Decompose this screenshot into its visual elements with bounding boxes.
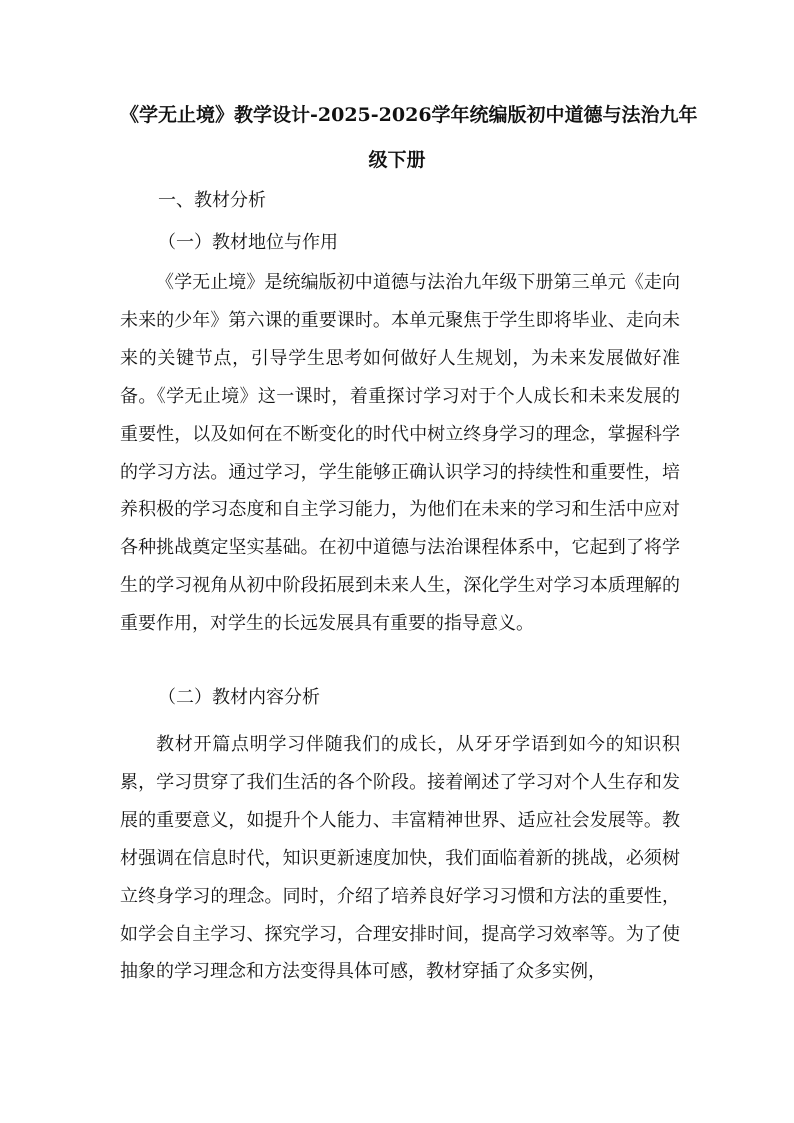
paragraph-status-and-role: 《学无止境》是统编版初中道德与法治九年级下册第三单元《走向未来的少年》第六课的重要课时。本单元聚焦于学生即将毕业、走向未来的关键节点，引导学生思考如何做好人生规划，为未来发展做好准备。《学无止境》这一课时，着重探讨学习对于个人成长和未来发展的重要性，以及如何在不断变化的时代中树立终身学习的理念，掌握科学的学习方法。通过学习，学生能够正确认识学习的持续性和重要性，培养积极的学习态度和自主学习能力，为他们在未来的学习和生活中应对各种挑战奠定坚实基础。在初中道德与法治课程体系中，它起到了将学生的学习视角从初中阶段拓展到未来人生，深化学生对学习本质理解的重要作用，对学生的长远发展具有重要的指导意义。 — [120, 272, 680, 635]
document-title-line-1: 《学无止境》教学设计-2025-2026学年统编版初中道德与法治九年 — [120, 104, 698, 126]
document-title-line-2: 级下册 — [368, 149, 426, 171]
paragraph-content-analysis: 教材开篇点明学习伴随我们的成长，从牙牙学语到如今的知识积累，学习贯穿了我们生活的各个阶段。接着阐述了学习对个人生存和发展的重要意义，如提升个人能力、丰富精神世界、适应社会发展等。教材强调在信息时代，知识更新速度加快，我们面临着新的挑战，必须树立终身学习的理念。同时，介绍了培养良好学习习惯和方法的重要性，如学会自主学习、探究学习，合理安排时间，提高学习效率等。为了使抽象的学习理念和方法变得具体可感，教材穿插了众多实例， — [120, 734, 680, 983]
subsection-heading-status-and-role: （一）教材地位与作用 — [158, 232, 338, 253]
section-heading-textbook-analysis: 一、教材分析 — [158, 190, 266, 211]
subsection-heading-content-analysis: （二）教材内容分析 — [158, 687, 320, 708]
